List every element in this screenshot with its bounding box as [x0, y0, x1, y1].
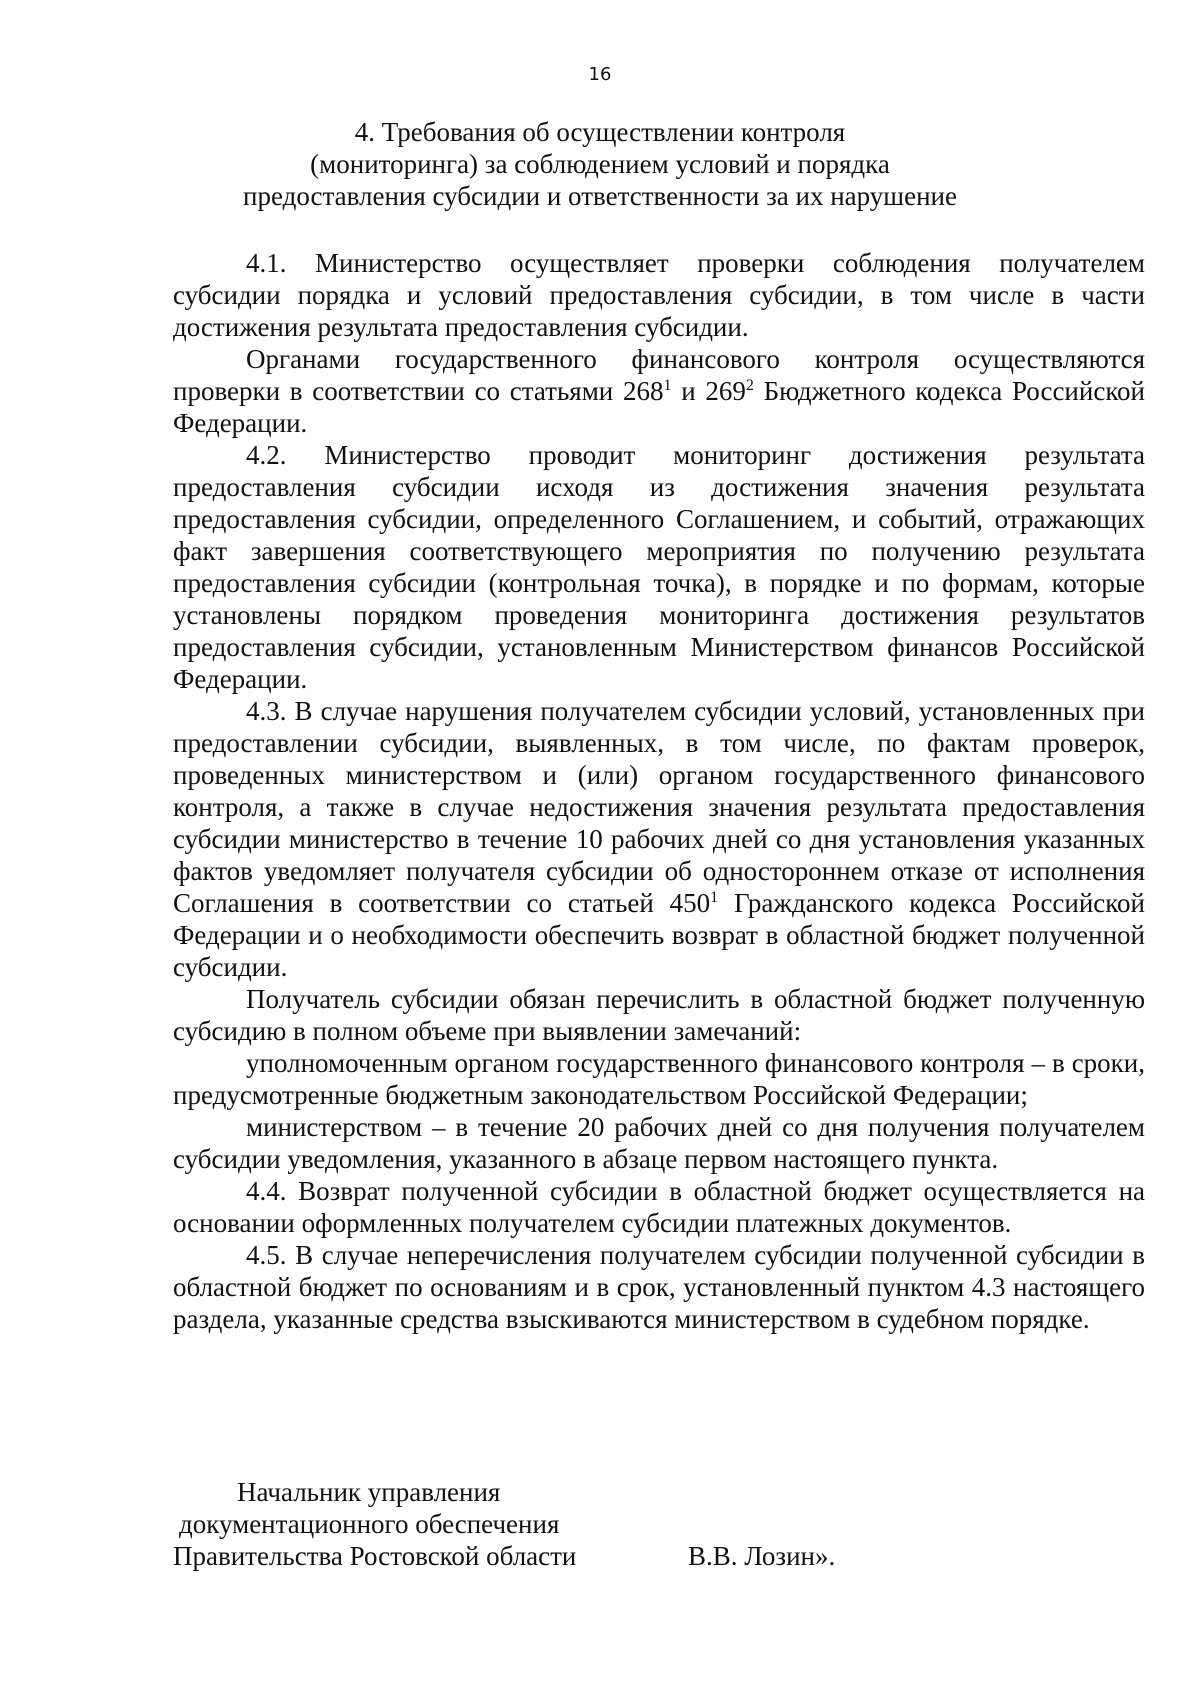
- section-heading-line: предоставления субсидии и ответственности за их нарушение: [243, 181, 957, 211]
- superscript: 1: [663, 377, 672, 394]
- paragraph-4-4: 4.4. Возврат полученной субсидии в областной бюджет осуществляется на основании оформленных получателем субсидии платежных документов.: [173, 1176, 1145, 1238]
- signer-name: В.В. Лозин».: [688, 1541, 836, 1571]
- paragraph-control-bodies: [173, 343, 1145, 439]
- section-heading-line: 4. Требования об осуществлении контроля: [354, 117, 846, 147]
- paragraph-authorized-body: уполномоченным органом государственного финансового контроля – в сроки, предусмотренные бюджетным законодательством Российской Федерации;: [173, 1048, 1145, 1110]
- signature-line: [173, 1540, 873, 1572]
- section-heading-line: (мониторинга) за соблюдением условий и порядка: [310, 149, 890, 179]
- signature-block: [173, 1476, 873, 1572]
- superscript: 2: [745, 377, 754, 394]
- section-heading: [0, 116, 1200, 212]
- signer-department: документационного обеспечения: [179, 1509, 560, 1539]
- paragraph-text: Органами государственного финансового контроля осуществляются проверки в соответствии со статьями 268: [173, 344, 1145, 406]
- paragraph-4-2: 4.2. Министерство проводит мониторинг достижения результата предоставления субсидии исходя из достижения значения результата предоставления субсидии, определенного Соглашением, и событий, отражающих факт завершения соответствующего мероприятия по получению результата предоставления субсидии (контрольная точка), в порядке и по формам, которые установлены порядком проведения мониторинга достижения результатов предоставления субсидии, установленным Министерством финансов Российской Федерации.: [173, 440, 1145, 694]
- signer-organization: Правительства Ростовской области: [173, 1541, 577, 1571]
- paragraph-4-3: [173, 695, 1145, 983]
- signature-line: [173, 1508, 873, 1540]
- paragraph-4-1: 4.1. Министерство осуществляет проверки соблюдения получателем субсидии порядка и условий предоставления субсидии, в том числе в части достижения результата предоставления субсидии.: [173, 248, 1145, 342]
- paragraph-ministry-term: министерством – в течение 20 рабочих дней со дня получения получателем субсидии уведомления, указанного в абзаце первом настоящего пункта.: [173, 1112, 1145, 1174]
- page-number: 16: [588, 64, 612, 85]
- paragraph-text: и 269: [671, 376, 746, 406]
- document-body: [173, 247, 1145, 1335]
- signature-line: [173, 1476, 873, 1508]
- superscript: 1: [710, 889, 719, 906]
- paragraph-text: 4.3. В случае нарушения получателем субсидии условий, установленных при предоставлении субсидии, выявленных, в том числе, по фактам проверок, проведенных министерством и (или) органом государственного финансового контроля, а также в случае недостижения значения результата предоставления субсидии министерство в течение 10 рабочих дней со дня установления указанных фактов уведомляет получателя субсидии об одностороннем отказе от исполнения Соглашения в соответствии со статьей 450: [173, 696, 1145, 918]
- signer-title: Начальник управления: [237, 1477, 501, 1507]
- paragraph-text: Бюджетного кодекса Российской Федерации.: [173, 376, 1146, 438]
- paragraph-4-5: 4.5. В случае неперечисления получателем субсидии полученной субсидии в областной бюджет по основаниям и в срок, установленный пунктом 4.3 настоящего раздела, указанные средства взыскиваются министерством в судебном порядке.: [173, 1240, 1145, 1334]
- paragraph-recipient-obligation: Получатель субсидии обязан перечислить в областной бюджет полученную субсидию в полном объеме при выявлении замечаний:: [173, 984, 1145, 1046]
- paragraph-text: Гражданского кодекса Российской Федерации и о необходимости обеспечить возврат в областной бюджет полученной субсидии.: [173, 888, 1145, 982]
